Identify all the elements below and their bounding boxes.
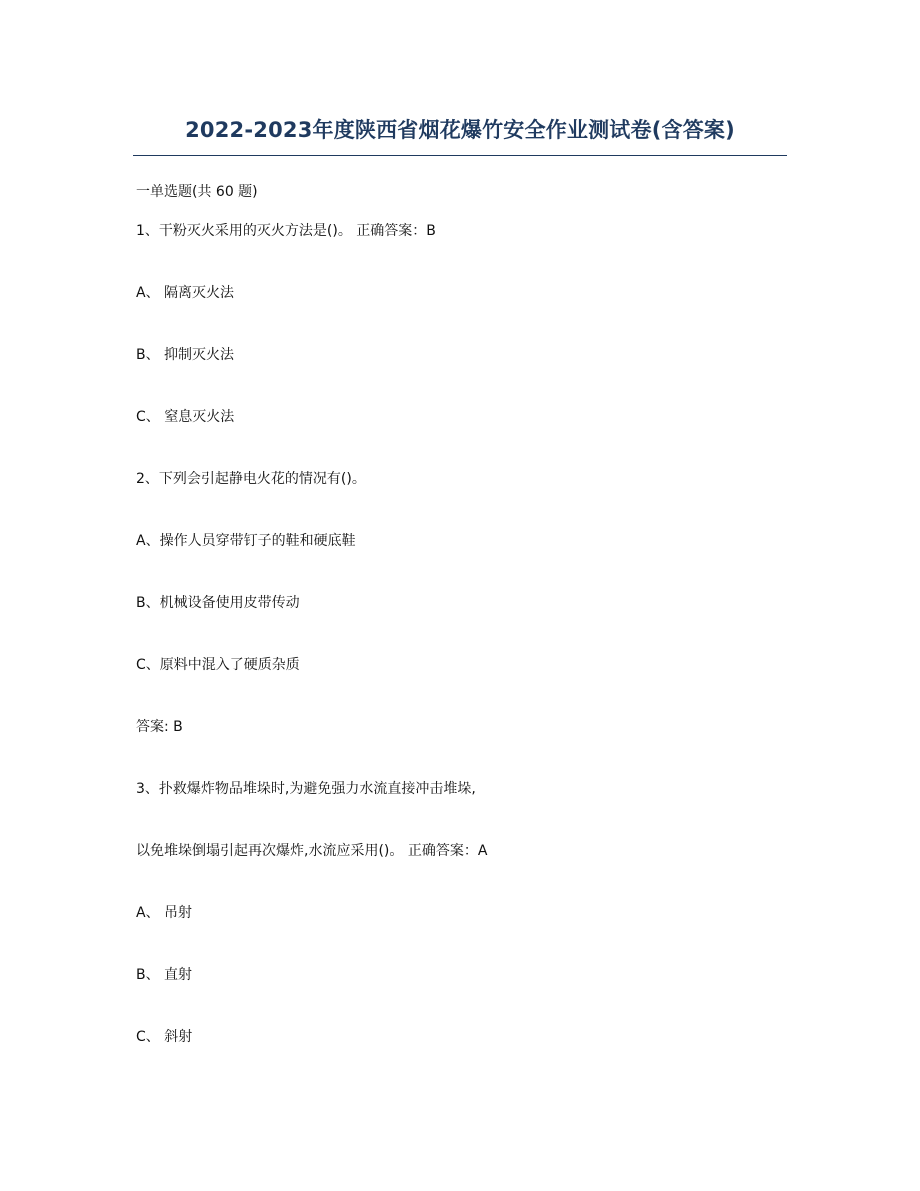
question-2-option-c: C、原料中混入了硬质杂质 <box>136 657 300 673</box>
question-3-option-b: B、 直射 <box>136 967 193 983</box>
question-1-option-b: B、 抑制灭火法 <box>136 347 235 363</box>
section-heading: 一单选题(共 60 题) <box>136 184 258 200</box>
question-2-option-a: A、操作人员穿带钉子的鞋和硬底鞋 <box>136 533 356 549</box>
question-3-option-a: A、 吊射 <box>136 905 193 921</box>
question-2-text: 2、下列会引起静电火花的情况有()。 <box>136 471 366 487</box>
question-3-option-c: C、 斜射 <box>136 1029 193 1045</box>
title-divider <box>133 155 787 156</box>
question-1-text: 1、干粉灭火采用的灭火方法是()。 正确答案：B <box>136 223 436 239</box>
question-2-option-b: B、机械设备使用皮带传动 <box>136 595 300 611</box>
question-2-answer: 答案: B <box>136 719 183 735</box>
question-3-text-line-2: 以免堆垛倒塌引起再次爆炸,水流应采用()。 正确答案：A <box>136 843 488 859</box>
question-1-option-c: C、 窒息灭火法 <box>136 409 235 425</box>
question-3-text-line-1: 3、扑救爆炸物品堆垛时,为避免强力水流直接冲击堆垛, <box>136 781 476 797</box>
question-1-option-a: A、 隔离灭火法 <box>136 285 235 301</box>
page-title: 2022-2023年度陕西省烟花爆竹安全作业测试卷(含答案) <box>185 118 735 142</box>
